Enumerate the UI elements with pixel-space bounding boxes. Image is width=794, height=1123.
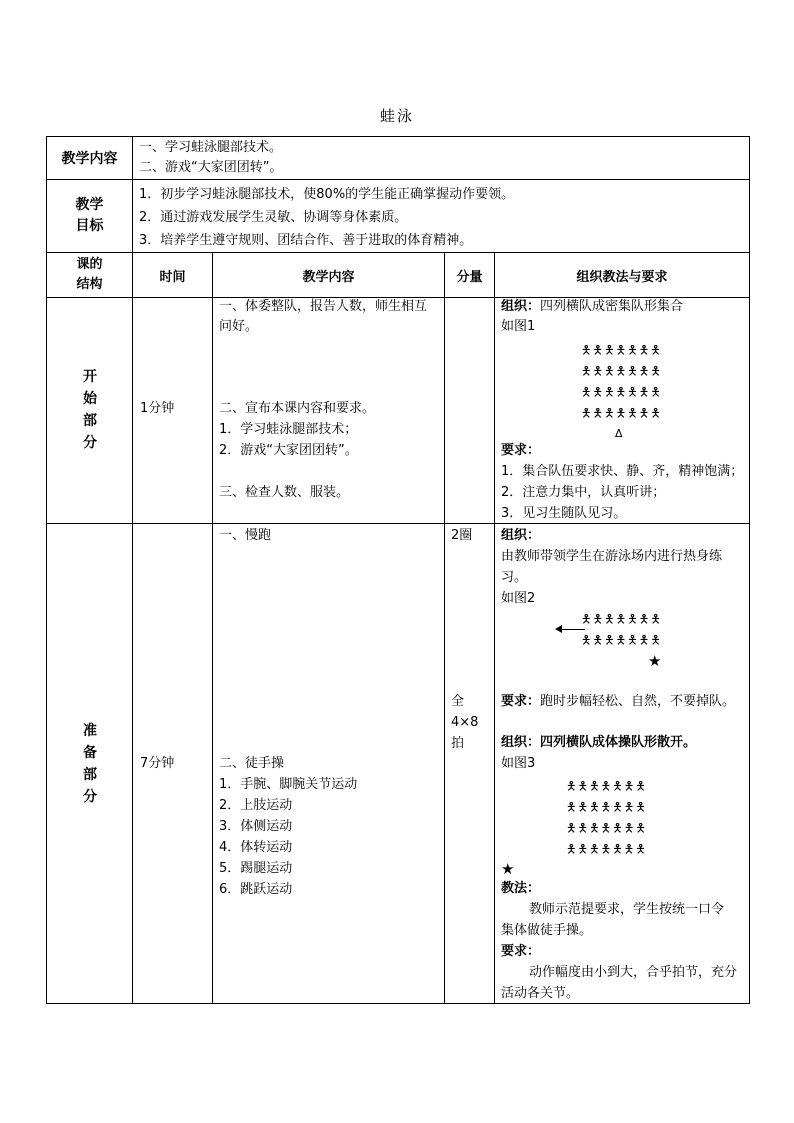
figure-row: 🯅🯅🯅🯅🯅🯅🯅 xyxy=(581,364,662,378)
section-prep-time xyxy=(133,524,213,1004)
req-label: 要求： xyxy=(501,443,541,458)
header-amount: 分量 xyxy=(445,253,495,298)
section-name-char: 开 xyxy=(83,369,97,385)
req-label: 要求： xyxy=(501,944,541,959)
goal-line: 2．通过游戏发展学生灵敏、协调等身体素质。 xyxy=(139,210,408,225)
amount-value: 全 xyxy=(451,694,465,709)
req-text: 动作幅度由小到大，合乎拍节，充分 xyxy=(529,965,738,980)
figure-row: 🯅🯅🯅🯅🯅🯅🯅 xyxy=(566,800,647,814)
org-line xyxy=(501,298,683,318)
teach-text: 教师示范提要求，学生按统一口令 xyxy=(529,902,725,917)
teach-label: 教法： xyxy=(501,881,541,896)
header-structure xyxy=(47,253,133,298)
req-item: 2．注意力集中，认真听讲； xyxy=(501,485,666,500)
section-prep-name xyxy=(47,524,133,1004)
amount-value: 4×8 xyxy=(451,715,479,730)
figure-row: 🯅🯅🯅🯅🯅🯅🯅 xyxy=(566,821,647,835)
req-line xyxy=(501,692,735,712)
req-text: 跑时步幅轻松、自然，不要掉队。 xyxy=(540,694,736,709)
header-method: 组织教法与要求 xyxy=(495,253,750,298)
figure-row: 🯅🯅🯅🯅🯅🯅🯅 xyxy=(566,779,647,793)
org-label: 组织： xyxy=(501,299,541,314)
req-item: 3．见习生随队见习。 xyxy=(501,506,627,521)
content-text: 5．踢腿运动 xyxy=(219,861,293,876)
content-label: 教学内容 xyxy=(47,137,133,180)
section-start-name xyxy=(47,298,133,524)
section-name-char: 备 xyxy=(83,745,97,761)
section-start-time xyxy=(133,298,213,524)
figure-row: 🯅🯅🯅🯅🯅🯅🯅 xyxy=(581,633,662,647)
content-text: 4．体转运动 xyxy=(219,840,293,855)
header-structure-line: 结构 xyxy=(76,277,103,292)
section-prep-content xyxy=(213,524,445,1004)
teacher-triangle-icon: Δ xyxy=(615,427,623,440)
section-prep-method xyxy=(495,524,750,1004)
header-content: 教学内容 xyxy=(213,253,445,298)
figure-label: 如图3 xyxy=(501,756,536,771)
content-text: 一、慢跑 xyxy=(219,528,272,543)
section-start-method xyxy=(495,298,750,524)
org-text: 由教师带领学生在游泳场内进行热身练 xyxy=(501,549,723,564)
figure-row: 🯅🯅🯅🯅🯅🯅🯅 xyxy=(566,842,647,856)
header-time: 时间 xyxy=(133,253,213,298)
content-text: 3．体侧运动 xyxy=(219,819,293,834)
section-name-char: 分 xyxy=(83,789,97,805)
content-text: 6．跳跃运动 xyxy=(219,882,293,897)
figure-row: 🯅🯅🯅🯅🯅🯅🯅 xyxy=(581,612,662,626)
star-icon: ★ xyxy=(648,652,662,670)
header-structure-line: 课的 xyxy=(76,257,103,272)
section-name-char: 始 xyxy=(83,391,97,407)
content-text: 2．上肢运动 xyxy=(219,798,293,813)
header-row xyxy=(47,253,750,298)
content-text: 1．手腕、脚腕关节运动 xyxy=(219,777,358,792)
req-item: 1．集合队伍要求快、静、齐，精神饱满； xyxy=(501,464,744,479)
org-label: 组织： xyxy=(501,528,541,543)
goal-label xyxy=(47,180,133,253)
org-text: 四列横队成密集队形集合 xyxy=(540,299,684,314)
goal-line: 1．初步学习蛙泳腿部技术，使80%的学生能正确掌握动作要领。 xyxy=(139,187,515,202)
org-text: 习。 xyxy=(501,570,528,585)
figure-label: 如图1 xyxy=(501,319,536,334)
figure-label: 如图2 xyxy=(501,591,536,606)
amount-value: 拍 xyxy=(451,736,465,751)
lesson-plan-table xyxy=(46,136,750,1004)
figure-row: 🯅🯅🯅🯅🯅🯅🯅 xyxy=(581,343,662,357)
goal-cell xyxy=(133,180,750,253)
section-name-char: 部 xyxy=(83,413,97,429)
section-name-char: 部 xyxy=(83,767,97,783)
time-value: 7分钟 xyxy=(140,756,175,771)
content-text: 二、徒手操 xyxy=(219,756,285,771)
section-start-row xyxy=(47,298,750,524)
goal-line: 3．培养学生遵守规则、团结合作、善于进取的体育精神。 xyxy=(139,233,473,248)
content-line: 二、游戏“大家团团转”。 xyxy=(139,160,283,175)
content-text: 问好。 xyxy=(219,319,259,334)
req-text: 活动各关节。 xyxy=(501,986,580,1001)
goal-row xyxy=(47,180,750,253)
content-text: 一、体委整队，报告人数，师生相互 xyxy=(219,299,428,314)
figure-row: 🯅🯅🯅🯅🯅🯅🯅 xyxy=(581,406,662,420)
content-row xyxy=(47,137,750,180)
section-prep-amount xyxy=(445,524,495,1004)
teach-text: 集体做徒手操。 xyxy=(501,923,593,938)
content-text: 2．游戏“大家团团转”。 xyxy=(219,443,358,458)
section-start-amount xyxy=(445,298,495,524)
figure-row: 🯅🯅🯅🯅🯅🯅🯅 xyxy=(581,385,662,399)
content-text: 二、宣布本课内容和要求。 xyxy=(219,401,376,416)
content-line: 一、学习蛙泳腿部技术。 xyxy=(139,140,283,155)
section-name-char: 分 xyxy=(83,435,97,451)
amount-value: 2圈 xyxy=(451,528,473,543)
req-label: 要求： xyxy=(501,694,541,709)
star-icon: ★ xyxy=(501,860,515,878)
section-name-char: 准 xyxy=(83,723,97,739)
page-title: 蛙泳 xyxy=(379,107,414,125)
goal-label-line: 教学 xyxy=(75,197,104,213)
content-text: 1．学习蛙泳腿部技术； xyxy=(219,422,358,437)
time-value: 1分钟 xyxy=(140,401,175,416)
content-text: 三、检查人数、服装。 xyxy=(219,485,350,500)
arrow-left-icon xyxy=(561,629,585,630)
section-start-content xyxy=(213,298,445,524)
section-prep-row xyxy=(47,524,750,1004)
org2-text: 组织：四列横队成体操队形散开。 xyxy=(501,735,697,750)
content-cell xyxy=(133,137,750,180)
goal-label-line: 目标 xyxy=(75,218,104,234)
